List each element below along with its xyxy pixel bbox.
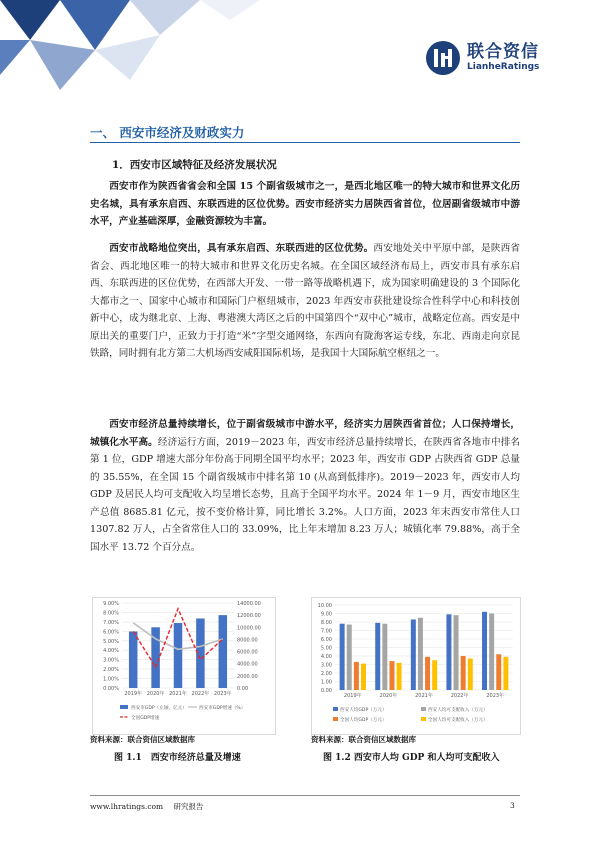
paragraph-summary-text: 西安市作为陕西省省会和全国 15 个副省级城市之一，是西北地区唯一的特大城市和世界文化历史名城，具有承东启西、东联西进的区位优势。西安市经济实力居陕西省首位，位居副省级城市中游水平，产业基础深厚，金融资源较为丰富。 (90, 181, 520, 227)
chart1-right-tick: 0.00 (237, 686, 249, 692)
company-logo (425, 40, 539, 76)
chart2-bar (418, 618, 423, 690)
chart1-left-tick: 8.00% (103, 610, 119, 617)
chart2-bar (340, 624, 345, 690)
footer-label: 研究报告 (173, 802, 204, 811)
chart2-y-tick: 6.00 (320, 637, 332, 643)
chart2-bar (489, 614, 494, 691)
chart2-legend-label: 全国人均GDP（万元） (340, 718, 387, 723)
page-number: 3 (510, 801, 515, 810)
per-capita-chart (311, 597, 521, 735)
chart1-legend-label: 西安市GDP（左轴，亿元） (131, 706, 187, 711)
chart1-right-tick: 12000.00 (237, 613, 261, 620)
chart2-x-tick: 2020年 (379, 693, 398, 699)
chart2-x-tick: 2021年 (415, 693, 433, 699)
chart2-bar (382, 624, 387, 690)
chart2-legend-label: 西安人均GDP（万元） (340, 708, 387, 713)
chart2-bar (461, 656, 466, 690)
logo-text-en: LianheRatings (467, 62, 540, 72)
header-decoration (0, 0, 300, 100)
paragraph-strategic-lead: 西安市战略地位突出，具有承东启西、东联西进的区位优势。 (109, 243, 374, 254)
chart1-left-tick: 3.00% (103, 657, 119, 664)
chart1-right-tick: 2000.00 (237, 673, 258, 680)
chart1-legend-swatch (120, 705, 128, 709)
chart2-legend-swatch (421, 717, 426, 721)
chart2-y-tick: 9.00 (320, 611, 332, 618)
chart2-legend-swatch (333, 707, 338, 711)
chart1-left-tick: 0.00% (103, 686, 119, 692)
chart2-x-tick: 2023年 (486, 693, 505, 699)
chart2-bar (446, 614, 451, 690)
chart1-left-tick: 5.00% (103, 638, 119, 645)
chart1-right-tick: 14000.00 (237, 601, 261, 607)
chart2-bar (397, 663, 402, 690)
chart2-legend-label: 西安人均可支配收入（万元） (428, 708, 488, 713)
gdp-growth-chart (92, 597, 276, 735)
footer-divider (90, 795, 520, 796)
chart2-bar (496, 654, 501, 690)
chart1-gdp-bar (174, 623, 183, 688)
chart2-y-tick: 7.00 (320, 628, 332, 635)
chart2-x-tick: 2019年 (343, 693, 362, 699)
chart2-bar (375, 623, 380, 690)
chart2-y-tick: 0.00 (320, 688, 332, 694)
chart2-bar (425, 657, 430, 690)
chart2-bar (347, 625, 352, 690)
figure1-caption: 图 1.1 西安市经济总量及增速 (114, 753, 241, 763)
chart2-y-tick: 3.00 (320, 662, 332, 669)
chart1-legend-label: 全国GDP增速 (131, 716, 160, 721)
chart1-left-tick: 7.00% (103, 619, 119, 626)
footer-info (90, 801, 212, 812)
paragraph-economy-lead: 西安市经济总量持续增长，位于副省级城市中游水平，经济实力居陕西省首位；人口保持增长，城镇化水平高。 (90, 419, 520, 448)
chart1-left-tick: 6.00% (103, 629, 119, 636)
chart1-right-tick: 8000.00 (237, 637, 258, 644)
figure1-source: 资料来源：联合资信区域数据库 (90, 735, 195, 744)
paragraph-economy (90, 416, 520, 556)
chart1-x-tick: 2023年 (213, 691, 232, 697)
section-title: 一、 西安市经济及财政实力 (90, 125, 245, 140)
chart1-x-tick: 2019年 (124, 691, 143, 697)
chart2-bar (503, 657, 508, 690)
chart2-bar (454, 615, 459, 690)
section-divider (90, 142, 520, 143)
chart2-y-tick: 1.00 (320, 679, 332, 686)
lianhe-logo-icon (425, 40, 461, 76)
chart2-bar (468, 659, 473, 690)
chart2-bar (482, 612, 487, 690)
chart2-bar (389, 661, 394, 690)
figure2-caption: 图 1.2 西安市人均 GDP 和人均可支配收入 (323, 753, 500, 763)
chart2-bar (361, 664, 366, 690)
chart1-left-tick: 9.00% (103, 601, 119, 607)
paragraph-economy-body: 经济运行方面，2019－2023 年，西安市经济总量持续增长，在陕西省各地市中排名第 1 位，GDP 增速大部分年份高于同期全国平均水平；2023 年，西安市 GDP 占陕西省 GDP 总量的 35.55%，在全国 15 个副省级城市中排名第 10 (从高到低排序)。2019－2023 年，西安市人均 GDP 及居民人均可支配收入均呈增长态势，且高于全国平均水平。2024 年 1－9 月，西安市地区生产总值 8685.81 亿元，按不变价格计算，同比增长 3.2%。人口方面，2023 年末西安市常住人口 1307.82 万人，占全省常住人口的 33.09%，比上年末增加 8.23 万人；城镇化率 79.88%，高于全国水平 13.72 个百分点。 (90, 436, 520, 553)
chart1-right-tick: 10000.00 (237, 625, 261, 632)
paragraph-strategic-position (90, 240, 520, 363)
chart1-gdp-bar (219, 615, 228, 688)
chart1-x-tick: 2021年 (169, 691, 187, 697)
chart2-legend-swatch (333, 717, 338, 721)
chart1-gdp-bar (129, 632, 138, 688)
subsection-title: 1．西安市区域特征及经济发展状况 (112, 159, 277, 171)
chart2-y-tick: 4.00 (320, 654, 332, 660)
chart2-y-tick: 10.00 (317, 603, 332, 609)
chart2-y-tick: 2.00 (320, 671, 332, 677)
chart2-legend-label: 全国人均可支配收入（万元） (428, 718, 488, 723)
chart1-x-tick: 2020年 (146, 691, 165, 697)
chart1-legend-label: 西安市GDP增速（%） (199, 706, 246, 711)
logo-text-cn: 联合资信 (467, 42, 539, 62)
chart1-right-tick: 4000.00 (237, 661, 258, 668)
chart2-bar (354, 662, 359, 690)
chart2-bar (432, 660, 437, 690)
figure2-source: 资料来源：联合资信区域数据库 (311, 735, 416, 744)
chart1-left-tick: 1.00% (103, 676, 119, 683)
chart1-left-tick: 2.00% (103, 667, 119, 674)
chart2-y-tick: 8.00 (320, 620, 332, 626)
chart2-y-tick: 5.00 (320, 645, 332, 652)
chart1-x-tick: 2022年 (191, 691, 210, 697)
chart1-left-tick: 4.00% (103, 648, 119, 655)
chart2-x-tick: 2022年 (450, 693, 469, 699)
footer-site-link[interactable]: www.lhratings.com (90, 802, 164, 811)
chart2-bar (411, 619, 416, 690)
chart2-legend-swatch (421, 707, 426, 711)
paragraph-summary (90, 178, 520, 231)
paragraph-strategic-body: 西安地处关中平原中部，是陕西省省会、西北地区唯一的特大城市和世界文化历史名城。在全国区域经济布局上，西安市具有承东启西、东联西进的区位优势，在西部大开发、一带一路等战略机遇下，成为国家明确建设的 3 个国际化大都市之一、国家中心城市和国际门户枢纽城市，2023 年西安市获批建设综合性科学中心和科技创新中心，成为继北京、上海、粤港澳大湾区之后的中国第四个“双中心”城市，战略定位高。西安是中原出关的重要门户，正致力于打造“米”字型交通网络，东西向有陇海客运专线，东北、西南走向京昆铁路，同时拥有北方第二大机场西安咸阳国际机场，是我国十大国际航空枢纽之一。 (90, 243, 521, 359)
chart1-right-tick: 6000.00 (237, 649, 258, 656)
